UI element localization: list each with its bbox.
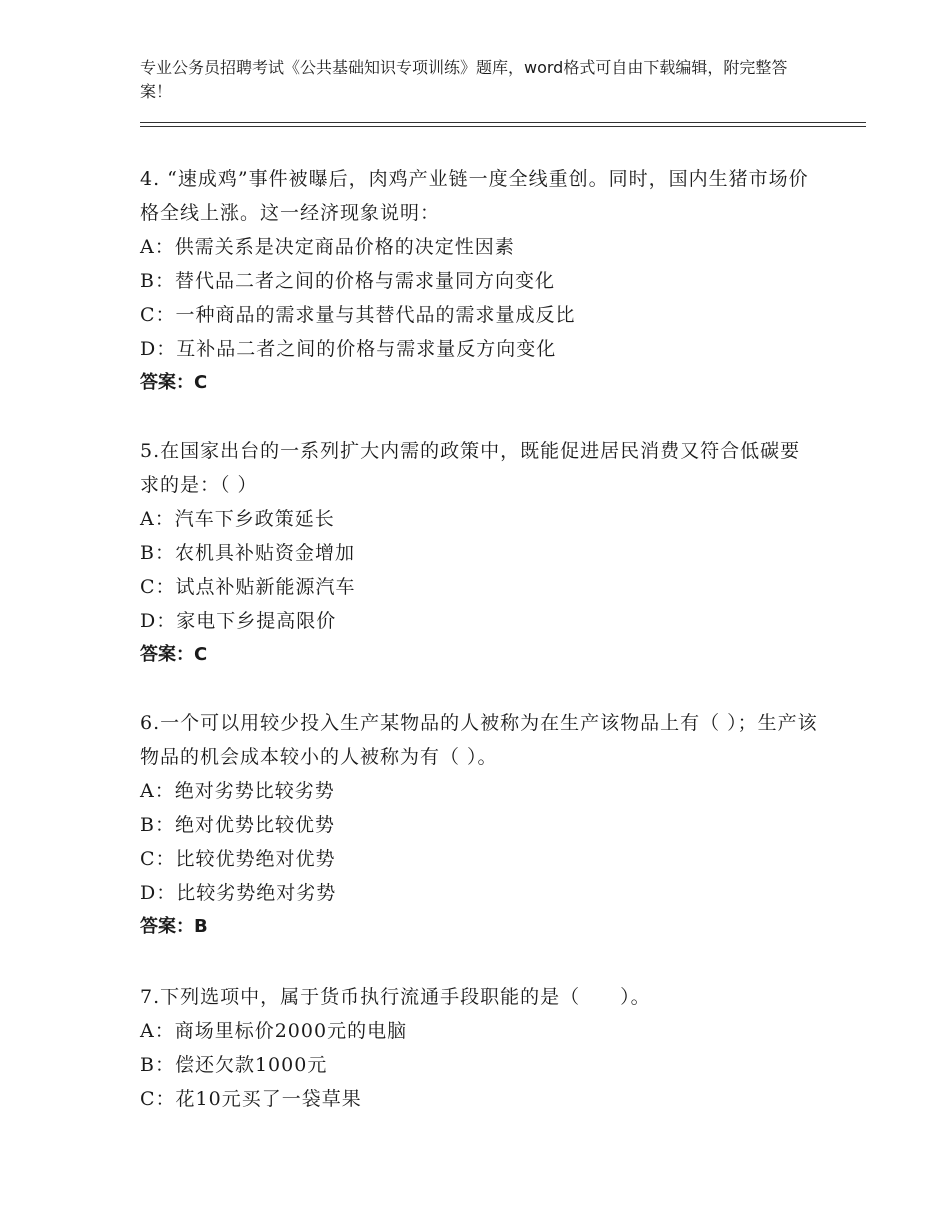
question-stem: 6.一个可以用较少投入生产某物品的人被称为在生产该物品上有（ ）；生产该物品的机会成本较小的人被称为有（ ）。 [140, 712, 818, 768]
option-d: D：互补品二者之间的价格与需求量反方向变化 [140, 338, 557, 360]
answer-line: 答案：B [140, 916, 208, 937]
option-c: C：试点补贴新能源汽车 [140, 576, 356, 598]
option-a: A：汽车下乡政策延长 [140, 508, 335, 530]
page-header: 专业公务员招聘考试《公共基础知识专项训练》题库，word格式可自由下载编辑，附完整答案！ [140, 58, 788, 101]
question-stem: 5.在国家出台的一系列扩大内需的政策中，既能促进居民消费又符合低碳要求的是：（ ） [140, 440, 801, 496]
option-c: C：一种商品的需求量与其替代品的需求量成反比 [140, 304, 576, 326]
option-b: B：替代品二者之间的价格与需求量同方向变化 [140, 270, 555, 292]
option-b: B：农机具补贴资金增加 [140, 542, 355, 564]
option-d: D：比较劣势绝对劣势 [140, 882, 337, 904]
question-stem: 4. “速成鸡”事件被曝后，肉鸡产业链一度全线重创。同时，国内生猪市场价格全线上涨。这一经济现象说明： [140, 168, 809, 224]
option-a: A：绝对劣势比较劣势 [140, 780, 335, 802]
option-b: B：偿还欠款1000元 [140, 1054, 328, 1076]
header-divider-thick [140, 126, 866, 127]
option-d: D：家电下乡提高限价 [140, 610, 337, 632]
header-divider-thin [140, 122, 866, 123]
question-stem: 7.下列选项中，属于货币执行流通手段职能的是（ ）。 [140, 986, 651, 1008]
answer-line: 答案：C [140, 644, 208, 665]
option-b: B：绝对优势比较优势 [140, 814, 335, 836]
option-a: A：商场里标价2000元的电脑 [140, 1020, 408, 1042]
question-7 [140, 980, 820, 1116]
option-a: A：供需关系是决定商品价格的决定性因素 [140, 236, 515, 258]
option-c: C：花10元买了一袋草果 [140, 1088, 362, 1110]
question-6 [140, 706, 820, 944]
answer-line: 答案：C [140, 372, 208, 393]
question-5 [140, 434, 820, 672]
question-4 [140, 162, 820, 400]
option-c: C：比较优势绝对优势 [140, 848, 336, 870]
